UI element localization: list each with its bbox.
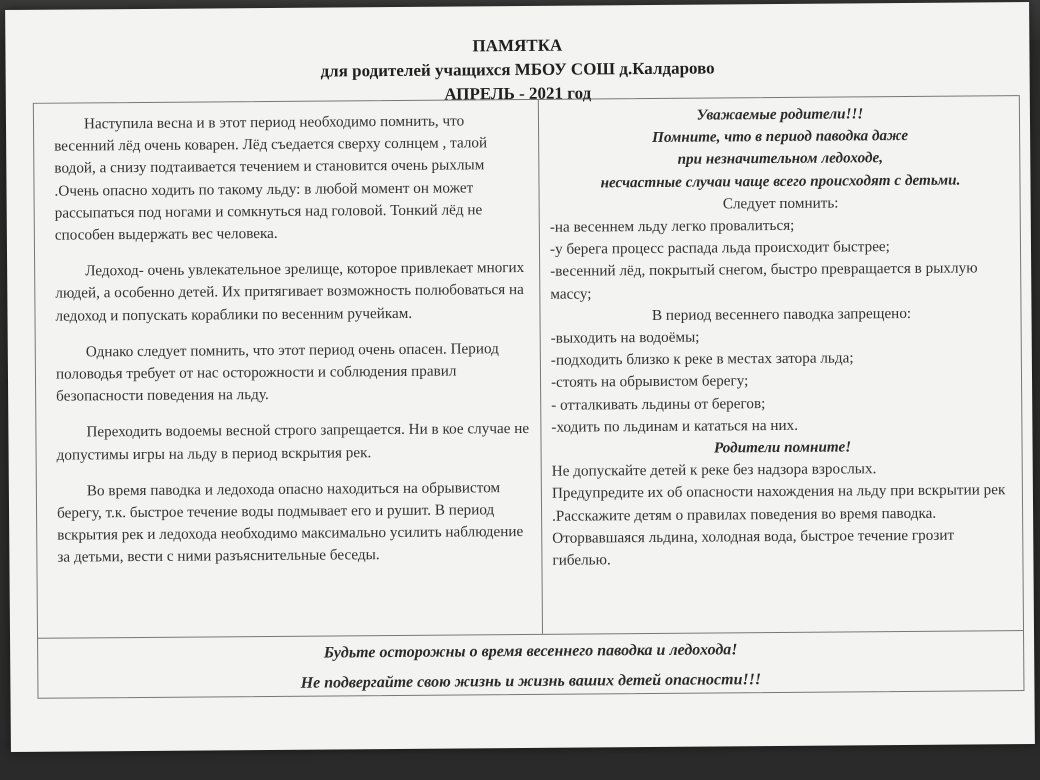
memo-table — [33, 95, 1025, 699]
paragraph-danger-period: Однако следует помнить, что этот период очень опасен. Период половодья требует от нас осторожности и соблюдения правил безопасности поведения на льду. — [55, 339, 499, 405]
forbidden-heading: В период весеннего паводка запрещено: — [651, 304, 912, 324]
forbidden-item: -подходить близко к реке в местах затора льда; — [550, 349, 854, 369]
right-column — [539, 96, 1023, 634]
advice-line: Предупредите их об опасности нахождения на льду при вскрытии рек .Расскажите детям о правилах поведения во время паводка. — [551, 481, 1006, 525]
footer-warning — [38, 630, 1023, 698]
remember-heading: Следует помнить: — [722, 194, 839, 213]
forbidden-item: - отталкивать льдины от берегов; — [551, 394, 766, 414]
memo-date: АПРЕЛЬ - 2021 год — [444, 83, 592, 104]
advice-line: Оторвавшаяся льдина, холодная вода, быстрое течение грозит гибелью. — [552, 526, 955, 569]
advice-line: Не допускайте детей к реке без надзора взрослых. — [551, 460, 877, 481]
warning-line: Помните, что в период паводка даже — [652, 127, 909, 147]
forbidden-item: -выходить на водоёмы; — [550, 328, 700, 347]
footer-line-2: Не подвергайте свою жизнь и жизнь ваших детей опасности!!! — [300, 671, 762, 692]
warning-line: несчастные случаи чаще всего происходят с детьми. — [600, 171, 961, 191]
greeting-heading: Уважаемые родители!!! — [696, 105, 864, 124]
forbidden-item: -стоять на обрывистом берегу; — [550, 372, 749, 392]
forbidden-item: -ходить по льдинам и кататься на них. — [551, 416, 799, 436]
parents-remember-heading: Родители помните! — [713, 438, 852, 457]
memo-sheet — [5, 2, 1035, 752]
paragraph-steep-bank: Во время паводка и ледохода опасно находиться на обрывистом берегу, т.к. быстрое течение воды подмывает его и рушит. В период вскрытия рек и ледохода необходимо максимально усилить наблюдение за детьми, вести с ними разъяснительные беседы. — [56, 479, 524, 567]
memo-title: ПАМЯТКА — [472, 35, 563, 56]
memo-subtitle: для родителей учащихся МБОУ СОШ д.Калдарово — [320, 58, 715, 81]
paragraph-crossing-forbidden: Переходить водоемы весной строго запрещается. Ни в кое случае не допустимы игры на льду в период вскрытия рек. — [56, 420, 530, 464]
paragraph-spring-ice: Наступила весна и в этот период необходимо помнить, что весенний лёд очень коварен. Лёд съедается сверху солнцем , талой водой, а снизу подтаивается течением и становится очень рыхлым .Очень опасно ходить по такому льду: в любой момент он может рассыпаться под ногами и сомкнуться над головой. Тонкий лёд не способен выдержать вес человека. — [54, 112, 488, 244]
warning-line: при незначительном ледоходе, — [677, 149, 884, 169]
footer-line-1: Будьте осторожны о время весеннего паводка и ледохода! — [323, 641, 738, 662]
remember-item: -у берега процесс распада льда происходит быстрее; — [549, 238, 890, 258]
left-column — [34, 100, 543, 638]
remember-item: -на весеннем льду легко провалиться; — [549, 216, 795, 236]
remember-item: -весенний лёд, покрытый снегом, быстро превращается в рыхлую массу; — [550, 259, 978, 303]
paragraph-ice-drift: Ледоход- очень увлекательное зрелище, которое привлекает многих людей, а особенно детей. Их притягивает возможность полюбоваться на ледоход и попускать кораблики по весенним ручейкам. — [55, 259, 525, 325]
